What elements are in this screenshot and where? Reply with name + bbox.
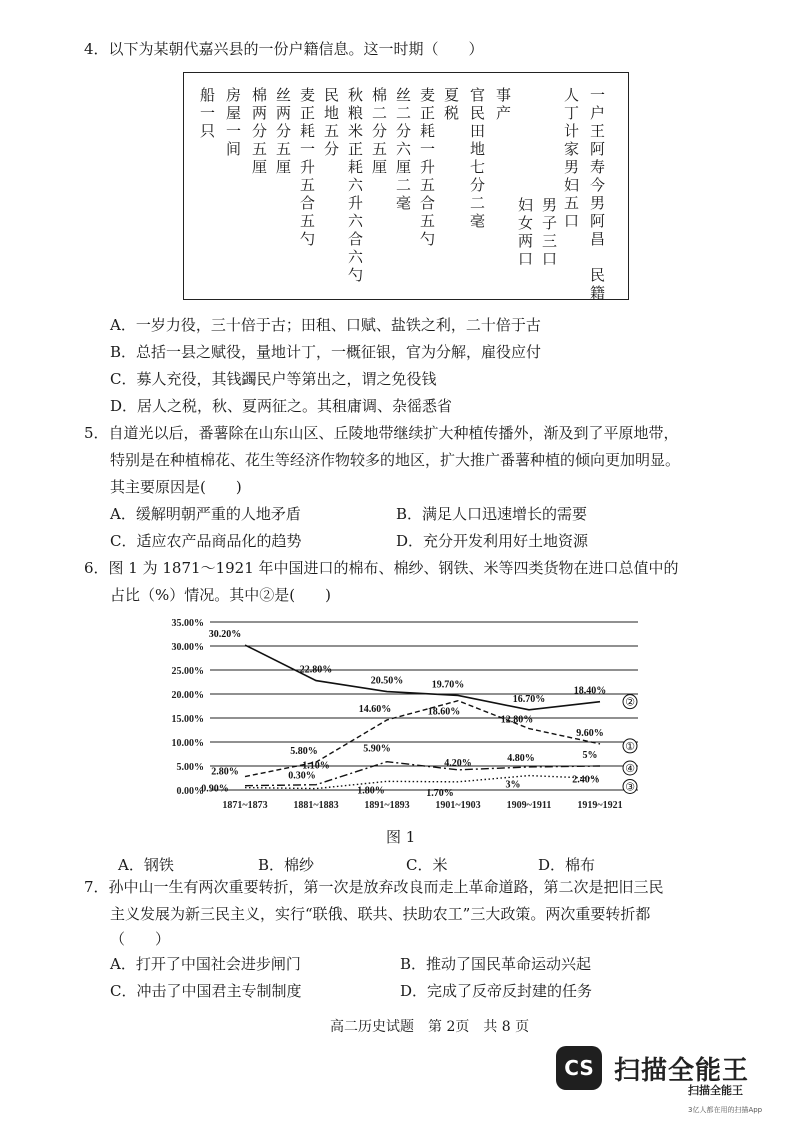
- data-label: 30.20%: [208, 629, 242, 641]
- record-col: 房屋一间: [224, 87, 242, 159]
- record-col: 人丁计家男妇五口: [562, 87, 580, 231]
- data-label: 20.50%: [370, 675, 404, 687]
- camscanner-logo-icon: CS: [556, 1046, 602, 1090]
- x-tick-label: 1919~1921: [577, 800, 623, 811]
- record-col: 棉二分五厘: [370, 87, 388, 177]
- series-name-label: ④: [625, 762, 635, 775]
- series-line-②: [245, 645, 600, 710]
- camscanner-small-brand: 扫描全能王: [688, 1084, 743, 1097]
- data-label: 18.60%: [427, 706, 461, 718]
- data-label: 2.80%: [211, 766, 239, 778]
- y-tick-label: 5.00%: [176, 762, 204, 773]
- q4-option-b[interactable]: B．总括一县之赋役，量地计丁，一概征银，官为分解，雇役应付: [110, 343, 542, 361]
- camscanner-tagline: 3亿人都在用的扫描App: [688, 1106, 763, 1114]
- y-tick-label: 10.00%: [171, 738, 204, 749]
- q7-line: 7．孙中山一生有两次重要转折，第一次是放弃改良而走上革命道路，第二次是把旧三民: [84, 878, 664, 896]
- record-col: 夏税: [442, 87, 460, 123]
- data-label: 1.10%: [302, 760, 330, 772]
- record-col: 官民田地七分二毫: [468, 87, 486, 231]
- data-label: 2.40%: [572, 774, 600, 786]
- data-label: 19.70%: [431, 679, 465, 691]
- q4-option-c[interactable]: C．募人充役，其钱蠲民户等第出之，谓之免役钱: [110, 370, 437, 388]
- q6-option-a[interactable]: A．钢铁: [118, 856, 174, 874]
- y-tick-label: 15.00%: [171, 714, 204, 725]
- record-col: 民地五分: [322, 87, 340, 159]
- q7-line: （ ）: [110, 930, 171, 948]
- y-tick-label: 35.00%: [171, 618, 204, 629]
- y-tick-label: 25.00%: [171, 666, 204, 677]
- q6-option-d[interactable]: D．棉布: [538, 856, 596, 874]
- q6-line: 6．图 1 为 1871～1921 年中国进口的棉布、棉纱、钢铁、米等四类货物在进口总值中的: [84, 559, 679, 577]
- data-label: 5.80%: [290, 746, 318, 758]
- x-tick-label: 1871~1873: [222, 800, 268, 811]
- data-label: 14.60%: [358, 703, 392, 715]
- series-name-label: ①: [625, 739, 635, 753]
- record-col: 事产: [494, 87, 512, 123]
- record-col: 一户王阿寿今男阿昌 民籍: [588, 87, 606, 303]
- q6-option-b[interactable]: B．棉纱: [258, 856, 315, 874]
- q4-option-a[interactable]: A．一岁力役，三十倍于古；田租、口赋、盐铁之利，二十倍于古: [110, 316, 541, 334]
- data-label: 5.90%: [363, 743, 391, 755]
- y-tick-label: 30.00%: [171, 642, 204, 653]
- import-share-line-chart: [150, 610, 650, 825]
- data-label: 5%: [582, 750, 598, 761]
- q4-stem: 4．以下为某朝代嘉兴县的一份户籍信息。这一时期（ ）: [84, 40, 484, 58]
- y-tick-label: 20.00%: [171, 690, 204, 701]
- q5-line: 特别是在种植棉花、花生等经济作物较多的地区，扩大推广番薯种植的倾向更加明显。: [110, 451, 681, 469]
- q5-option-a[interactable]: A．缓解明朝严重的人地矛盾: [110, 505, 301, 523]
- q6-option-c[interactable]: C．米: [406, 856, 448, 874]
- data-label: 1.70%: [426, 787, 454, 799]
- q6-line: 占比（%）情况。其中②是( ): [110, 586, 331, 604]
- data-label: 3%: [505, 779, 521, 791]
- record-col: 丝两分五厘: [274, 87, 292, 177]
- q5-option-d[interactable]: D．充分开发利用好土地资源: [396, 532, 589, 550]
- q5-option-b[interactable]: B．满足人口迅速增长的需要: [396, 505, 588, 523]
- data-label: 4.80%: [507, 752, 535, 764]
- record-col: 丝二分六厘二毫: [394, 87, 412, 213]
- record-col: 麦正耗一升五合五勺: [298, 87, 316, 249]
- record-col: 男子三口: [540, 197, 558, 269]
- data-label: 16.70%: [512, 693, 546, 705]
- data-label: 9.60%: [576, 727, 604, 739]
- camscanner-brand: 扫描全能王: [614, 1056, 750, 1086]
- q5-option-c[interactable]: C．适应农产品商品化的趋势: [110, 532, 302, 550]
- q5-line: 其主要原因是( ): [110, 478, 242, 496]
- q5-line: 5．自道光以后，番薯除在山东山区、丘陵地带继续扩大种植传播外，渐及到了平原地带，: [84, 424, 679, 442]
- q4-option-d[interactable]: D．居人之税，秋、夏两征之。其租庸调、杂徭悉省: [110, 397, 453, 415]
- data-label: 0.30%: [288, 770, 316, 782]
- record-col: 棉两分五厘: [250, 87, 268, 177]
- data-label: 1.80%: [357, 785, 385, 797]
- data-label: 4.20%: [444, 757, 472, 769]
- series-name-label: ②: [625, 695, 635, 709]
- household-record-box: [183, 72, 629, 303]
- x-tick-label: 1891~1893: [364, 800, 410, 811]
- q7-option-d[interactable]: D．完成了反帝反封建的任务: [400, 982, 593, 1000]
- data-label: 12.80%: [500, 714, 534, 726]
- y-tick-label: 0.00%: [176, 786, 204, 797]
- record-col: 妇女两口: [516, 197, 534, 269]
- q7-option-a[interactable]: A．打开了中国社会进步闸门: [110, 955, 301, 973]
- q7-line: 主义发展为新三民主义，实行“联俄、联共、扶助农工”三大政策。两次重要转折都: [110, 905, 651, 923]
- data-label: 18.40%: [573, 685, 607, 697]
- x-tick-label: 1901~1903: [435, 800, 481, 811]
- page-footer: 高二历史试题 第 2页 共 8 页: [330, 1019, 530, 1035]
- record-col: 船一只: [198, 87, 216, 141]
- series-name-label: ③: [625, 780, 635, 794]
- x-tick-label: 1881~1883: [293, 800, 339, 811]
- data-label: 22.80%: [299, 664, 333, 676]
- q7-option-b[interactable]: B．推动了国民革命运动兴起: [400, 955, 592, 973]
- data-label: 0.90%: [201, 783, 229, 795]
- record-col: 麦正耗一升五合五勺: [418, 87, 436, 249]
- record-col: 秋粮米正耗六升六合六勺: [346, 87, 364, 285]
- figure-caption: 图 1: [386, 828, 416, 846]
- q7-option-c[interactable]: C．冲击了中国君主专制制度: [110, 982, 302, 1000]
- x-tick-label: 1909~1911: [506, 800, 552, 811]
